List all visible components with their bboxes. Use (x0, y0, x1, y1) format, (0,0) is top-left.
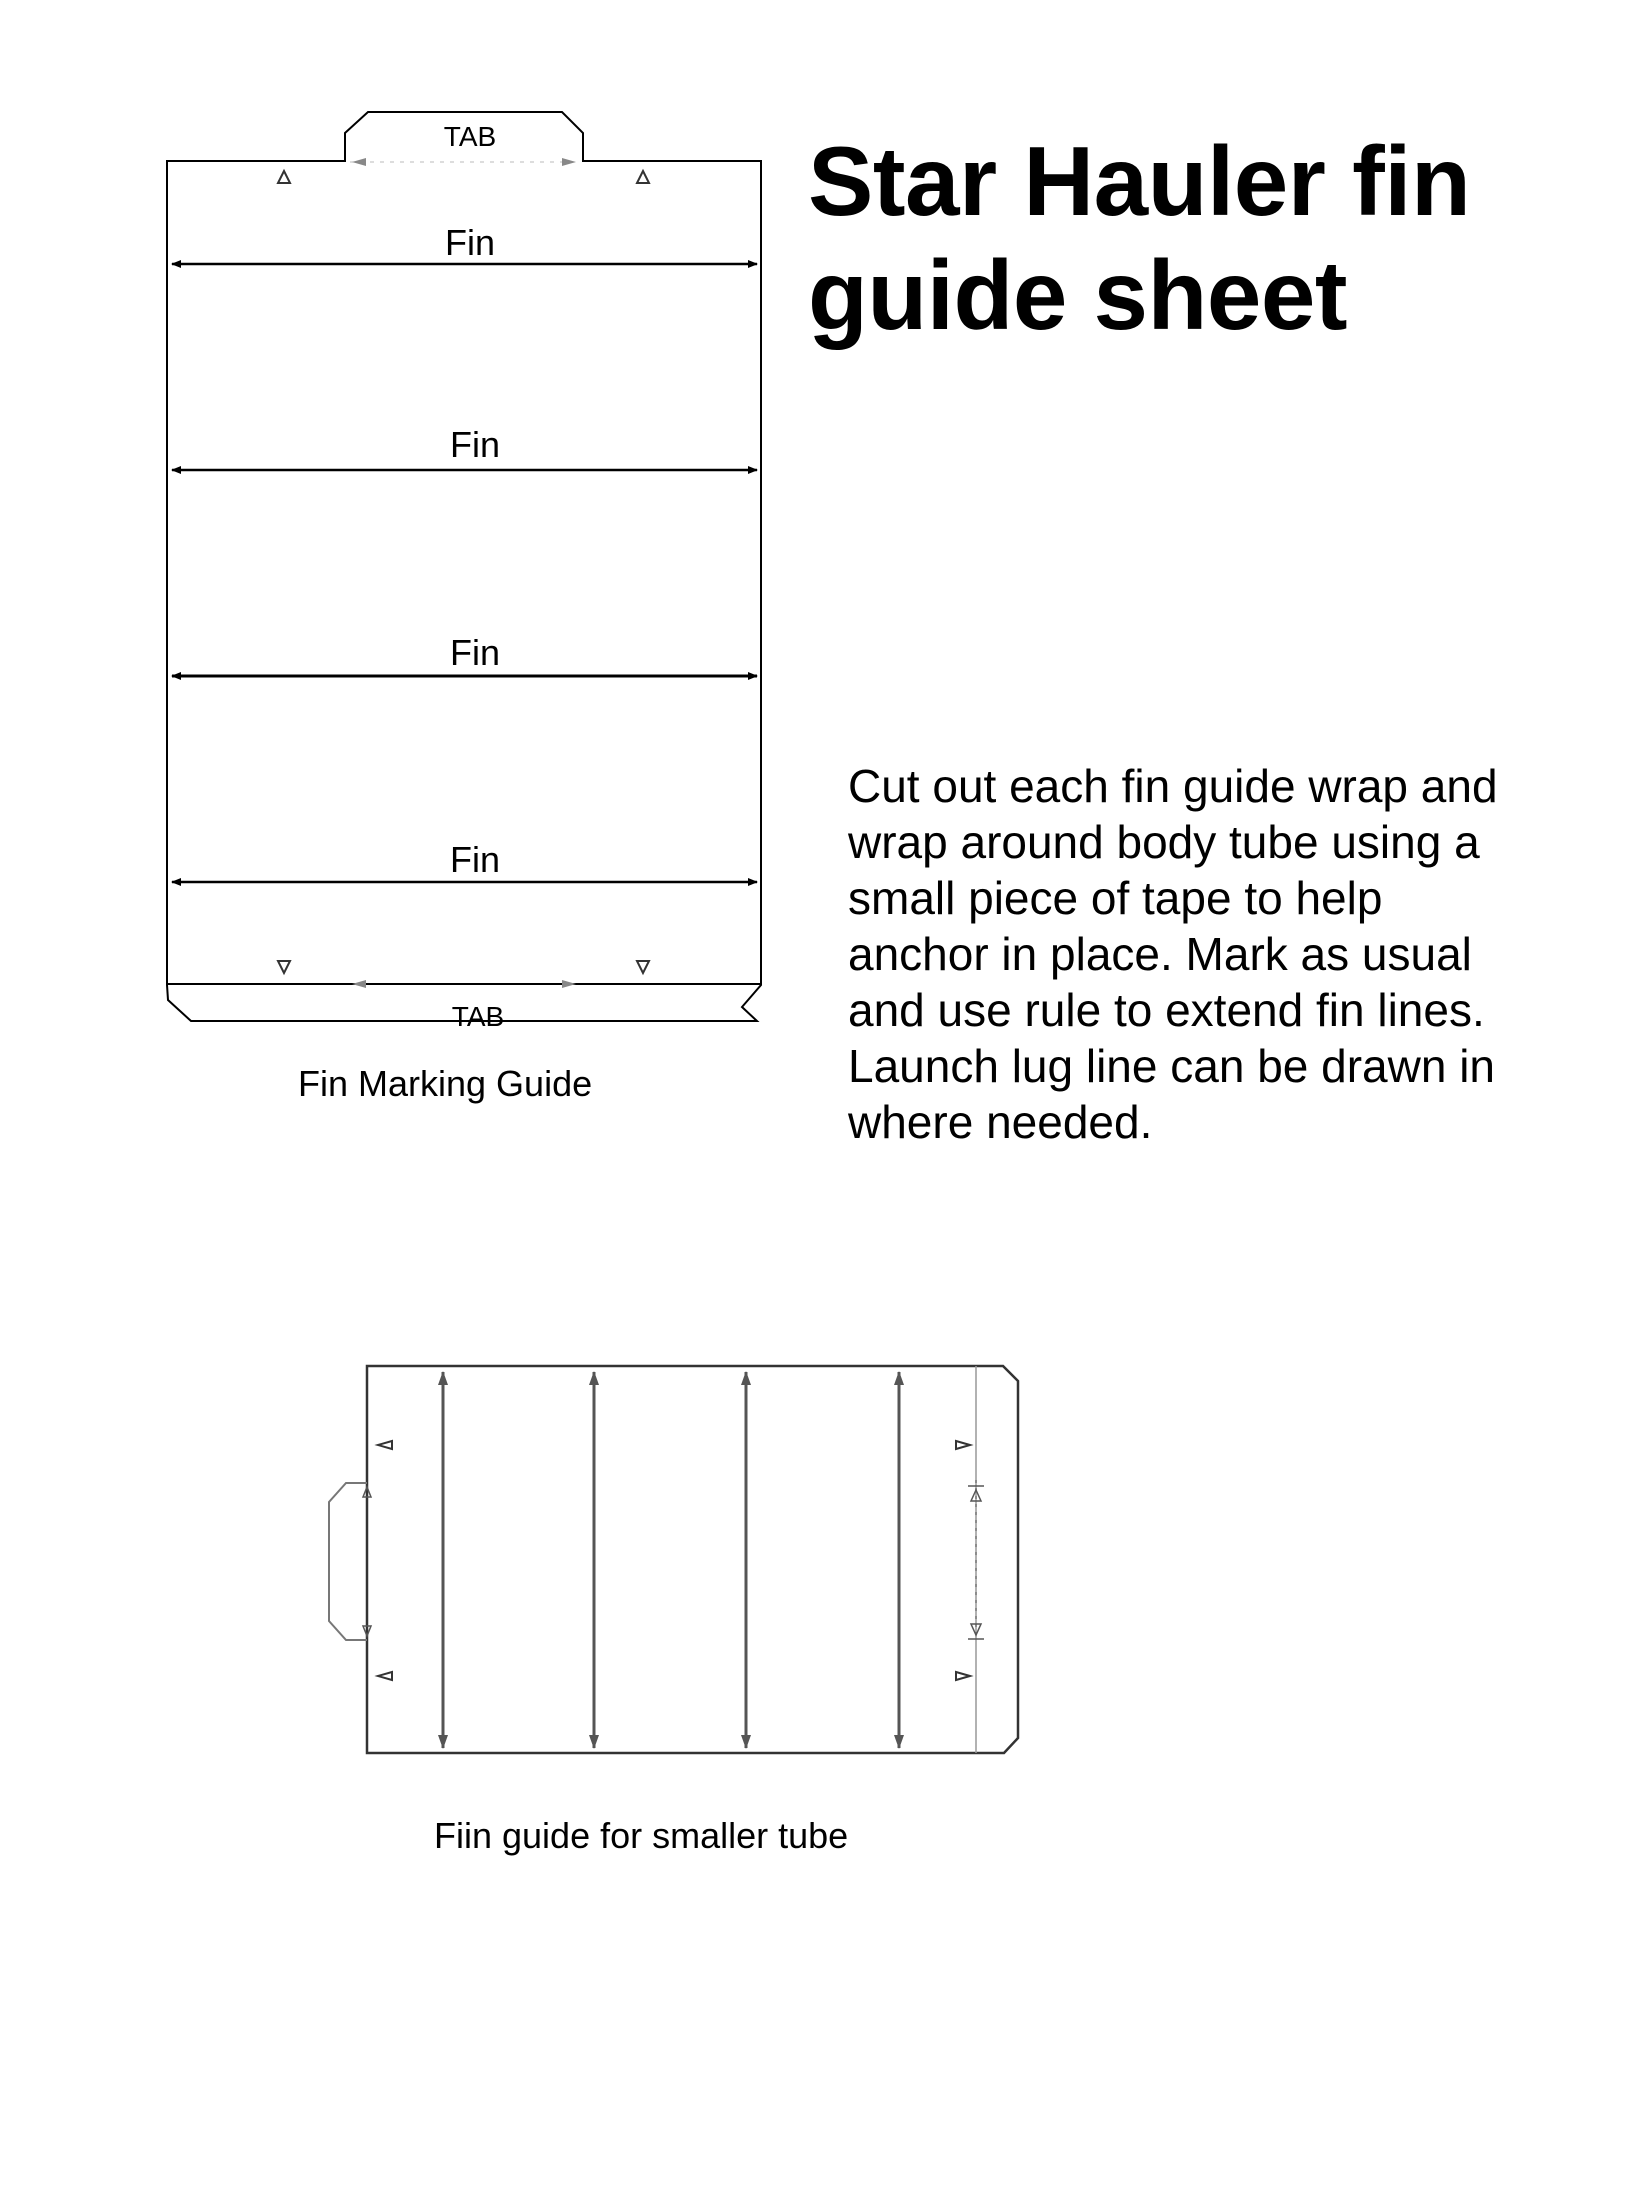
fin-label-1: Fin (444, 222, 496, 263)
small-guide-left-tab (329, 1483, 367, 1640)
fin-label-2: Fin (449, 424, 501, 465)
small-guide-outline (367, 1366, 1018, 1753)
small-right-alignment-marks (956, 1441, 984, 1680)
fin-marking-guide (167, 112, 761, 1032)
top-tab-label: TAB (443, 121, 497, 152)
bottom-tab-label: TAB (451, 1001, 505, 1032)
small-tube-fin-guide (329, 1366, 1018, 1753)
fin-label-3: Fin (449, 632, 501, 673)
top-tab-arrow-marks (350, 158, 578, 166)
marking-guide-caption: Fin Marking Guide (298, 1063, 593, 1104)
bottom-alignment-triangles (278, 961, 649, 973)
instructions-text: Cut out each fin guide wrap and wrap around body tube using a small piece of tape to help anchor in place. Mark as usual and use rule to extend fin lines. Launch lug line can be drawn in where needed. (848, 760, 1498, 1148)
top-alignment-triangles (278, 171, 649, 183)
fin-label-4: Fin (449, 839, 501, 880)
small-guide-caption: Fiin guide for smaller tube (434, 1815, 849, 1856)
page-title: Star Hauler fin guide sheet (808, 126, 1471, 350)
